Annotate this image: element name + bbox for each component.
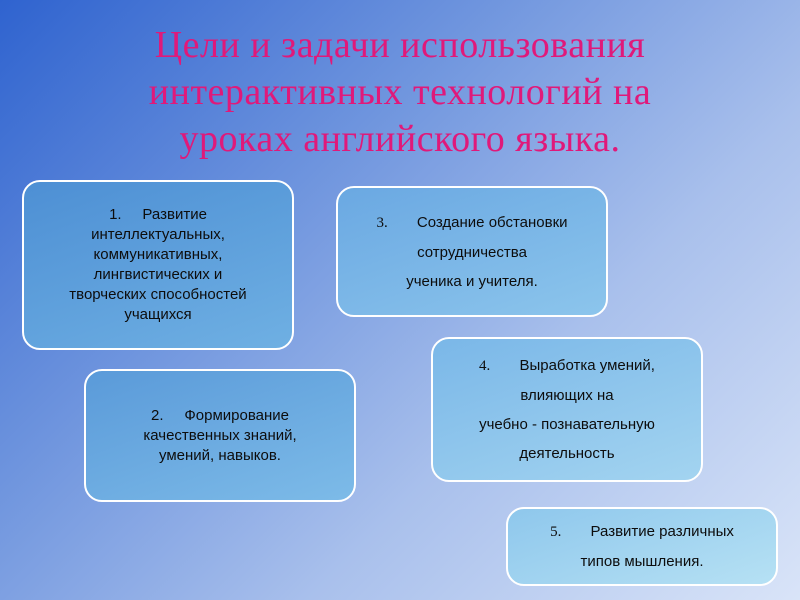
goal-text-line: Создание обстановки (416, 213, 568, 231)
goal-text-line: учащихся (124, 306, 192, 323)
goal-box-4 (431, 337, 703, 482)
goal-text-line: интеллектуальных, (91, 226, 225, 243)
goal-text-line: влияющих на (520, 387, 614, 404)
goal-text-line: творческих способностей (69, 286, 247, 303)
title-line-1: Цели и задачи использования (154, 24, 646, 66)
goal-text-line: учебно - познавательную (479, 416, 655, 433)
goal-number: 2. (151, 406, 164, 424)
goal-text-line: Развитие различных (590, 523, 734, 540)
goal-number: 3. (376, 214, 388, 231)
goal-text-line: деятельность (519, 445, 615, 462)
goal-text-line: коммуникативных, (93, 246, 223, 263)
goal-text-line: Выработка умений, (519, 357, 655, 374)
goal-text-line: ученика и учителя. (406, 272, 538, 290)
goal-number: 4. (479, 358, 491, 374)
goal-text-line: Формирование (184, 406, 289, 424)
goal-box-2 (84, 369, 356, 502)
title-line-3: уроках английского языка. (179, 118, 621, 160)
goal-box-1 (22, 180, 294, 350)
goal-number: 1. (109, 206, 122, 223)
goal-text-line: качественных знаний, (143, 426, 297, 444)
goal-text-line: типов мышления. (580, 553, 704, 570)
goal-box-3 (336, 186, 608, 317)
goal-text-line: лингвистических и (93, 266, 223, 283)
goal-box-5 (506, 507, 778, 586)
slide-title (40, 22, 760, 163)
goal-text-line: Развитие (142, 206, 207, 223)
goal-text-line: умений, навыков. (159, 446, 281, 464)
goal-text-line: сотрудничества (417, 243, 527, 261)
title-line-2: интерактивных технологий на (148, 71, 652, 113)
goal-number: 5. (550, 524, 562, 540)
